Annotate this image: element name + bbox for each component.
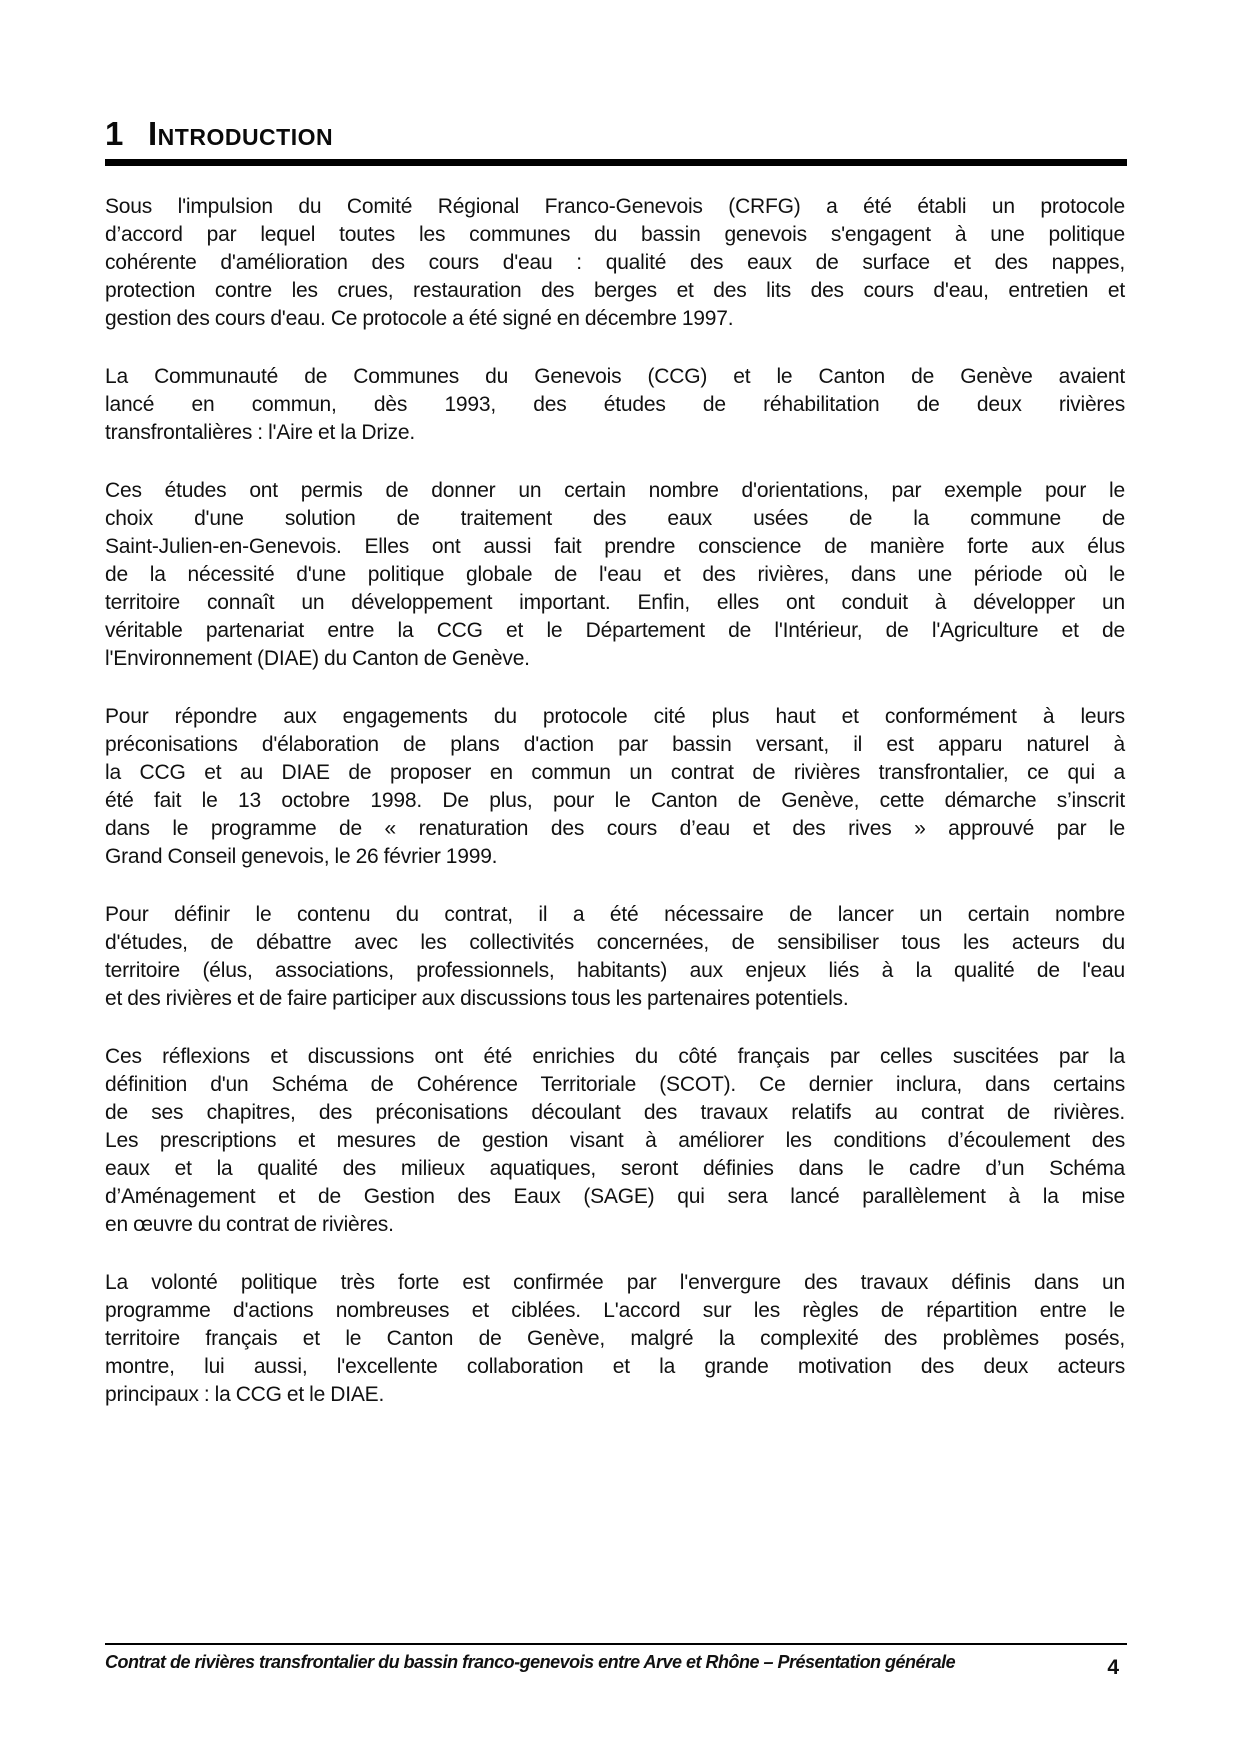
page-footer [105,1643,1127,1680]
paragraph [105,901,1125,1013]
text-line: La volonté politique très forte est confirmée par l'envergure des travaux définis dans un [105,1271,1125,1294]
text-line: de la nécessité d'une politique globale de l'eau et des rivières, dans une période où le [105,563,1125,586]
text-line: d’Aménagement et de Gestion des Eaux (SAGE) qui sera lancé parallèlement à la mise [105,1185,1125,1208]
paragraph [105,193,1125,333]
section-heading-row [105,116,1127,152]
text-line: eaux et la qualité des milieux aquatiques, seront définies dans le cadre d’un Schéma [105,1157,1125,1180]
footer-rule [105,1643,1127,1645]
paragraph [105,703,1125,871]
text-line: été fait le 13 octobre 1998. De plus, pour le Canton de Genève, cette démarche s’inscrit [105,789,1125,812]
text-line: Grand Conseil genevois, le 26 février 1999. [105,845,498,868]
text-line: Ces études ont permis de donner un certain nombre d'orientations, par exemple pour le [105,479,1125,502]
heading-rule [105,159,1127,166]
text-line: définition d'un Schéma de Cohérence Territoriale (SCOT). Ce dernier inclura, dans certains [105,1073,1125,1096]
text-line: programme d'actions nombreuses et ciblées. L'accord sur les règles de répartition entre le [105,1299,1125,1322]
text-line: d'études, de débattre avec les collectivités concernées, de sensibiliser tous les acteurs du [105,931,1125,954]
section-title: Introduction [148,115,334,152]
text-line: protection contre les crues, restauration des berges et des lits des cours d'eau, entretien et [105,279,1125,302]
body-text [105,193,1125,1439]
text-line: Sous l'impulsion du Comité Régional Franco-Genevois (CRFG) a été établi un protocole [105,195,1125,218]
paragraph [105,1043,1125,1239]
paragraph [105,363,1125,447]
text-line: choix d'une solution de traitement des eaux usées de la commune de [105,507,1125,530]
text-line: l'Environnement (DIAE) du Canton de Genève. [105,647,530,670]
section-heading [105,116,1127,166]
text-line: Pour définir le contenu du contrat, il a été nécessaire de lancer un certain nombre [105,903,1125,926]
footer-title: Contrat de rivières transfrontalier du bassin franco-genevois entre Arve et Rhône – Présentation générale [105,1652,956,1672]
text-line: préconisations d'élaboration de plans d'action par bassin versant, il est apparu naturel à [105,733,1125,756]
text-line: territoire connaît un développement important. Enfin, elles ont conduit à développer un [105,591,1125,614]
paragraph [105,477,1125,673]
text-line: cohérente d'amélioration des cours d'eau : qualité des eaux de surface et des nappes, [105,251,1125,274]
text-line: transfrontalières : l'Aire et la Drize. [105,421,415,444]
text-line: dans le programme de « renaturation des cours d’eau et des rives » approuvé par le [105,817,1125,840]
text-line: La Communauté de Communes du Genevois (CCG) et le Canton de Genève avaient [105,365,1125,388]
text-line: principaux : la CCG et le DIAE. [105,1383,385,1406]
text-line: Ces réflexions et discussions ont été enrichies du côté français par celles suscitées par la [105,1045,1125,1068]
text-line: territoire (élus, associations, professionnels, habitants) aux enjeux liés à la qualité de l'eau [105,959,1125,982]
footer-row [105,1652,1127,1680]
text-line: territoire français et le Canton de Genève, malgré la complexité des problèmes posés, [105,1327,1125,1350]
text-line: et des rivières et de faire participer aux discussions tous les partenaires potentiels. [105,987,849,1010]
text-line: lancé en commun, dès 1993, des études de réhabilitation de deux rivières [105,393,1125,416]
text-line: gestion des cours d'eau. Ce protocole a été signé en décembre 1997. [105,307,734,330]
paragraph [105,1269,1125,1409]
text-line: Les prescriptions et mesures de gestion visant à améliorer les conditions d’écoulement des [105,1129,1125,1152]
text-line: la CCG et au DIAE de proposer en commun un contrat de rivières transfrontalier, ce qui a [105,761,1125,784]
page-number: 4 [1107,1656,1119,1679]
text-line: véritable partenariat entre la CCG et le Département de l'Intérieur, de l'Agriculture et de [105,619,1125,642]
text-line: d’accord par lequel toutes les communes du bassin genevois s'engagent à une politique [105,223,1125,246]
text-line: Saint-Julien-en-Genevois. Elles ont aussi fait prendre conscience de manière forte aux élus [105,535,1125,558]
text-line: de ses chapitres, des préconisations découlant des travaux relatifs au contrat de rivières. [105,1101,1125,1124]
section-number: 1 [105,115,124,152]
text-line: Pour répondre aux engagements du protocole cité plus haut et conformément à leurs [105,705,1125,728]
text-line: en œuvre du contrat de rivières. [105,1213,394,1236]
text-line: montre, lui aussi, l'excellente collaboration et la grande motivation des deux acteurs [105,1355,1125,1378]
